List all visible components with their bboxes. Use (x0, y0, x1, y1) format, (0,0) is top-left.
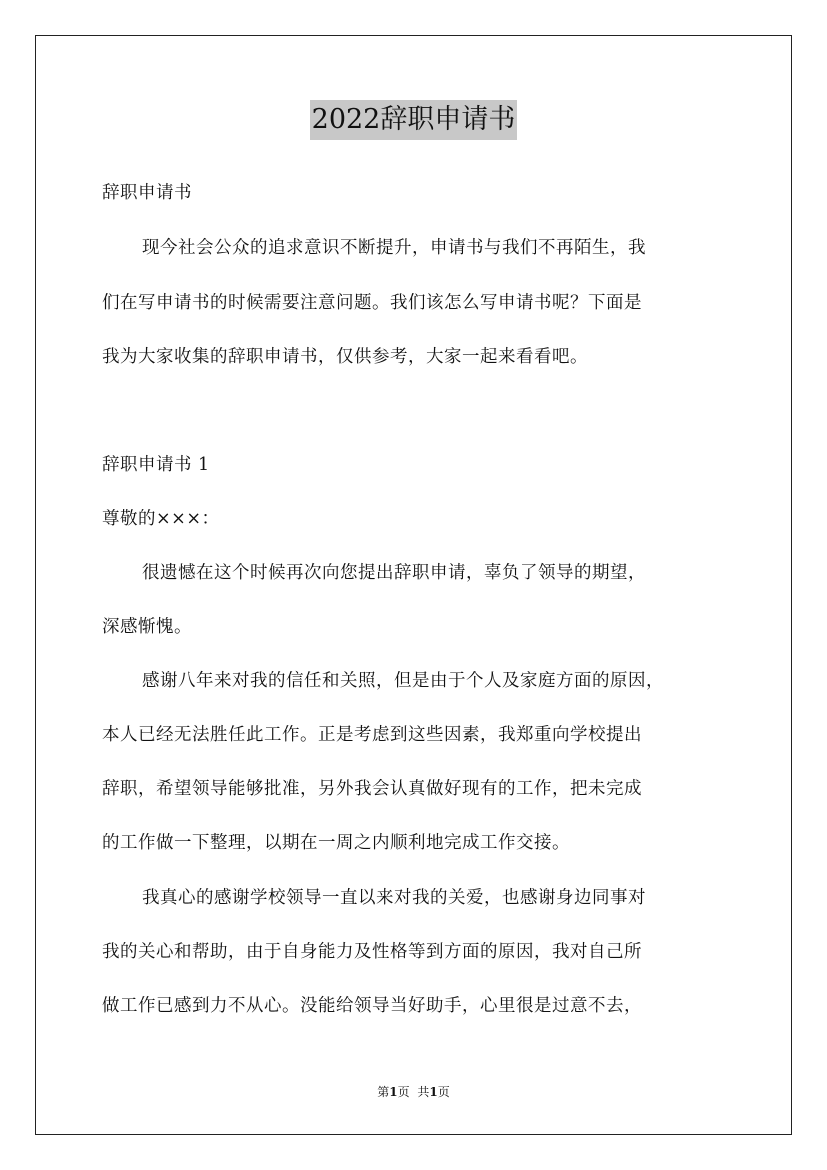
salutation: 尊敬的×××： (102, 509, 220, 529)
footer-page-suffix: 页 (397, 1085, 410, 1099)
paragraph2-line-2: 本人已经无法胜任此工作。正是考虑到这些因素，我郑重向学校提出 (102, 725, 642, 745)
paragraph1-line-1: 很遗憾在这个时候再次向您提出辞职申请，辜负了领导的期望， (142, 563, 646, 583)
paragraph3-line-1: 我真心的感谢学校领导一直以来对我的关爱，也感谢身边同事对 (142, 888, 646, 908)
paragraph3-line-2: 我的关心和帮助，由于自身能力及性格等到方面的原因，我对自己所 (102, 942, 642, 962)
intro-line-1: 现今社会公众的追求意识不断提升，申请书与我们不再陌生，我 (142, 238, 646, 258)
paragraph2-line-3: 辞职，希望领导能够批准，另外我会认真做好现有的工作，把未完成 (102, 779, 642, 799)
paragraph2-line-4: 的工作做一下整理，以期在一周之内顺利地完成工作交接。 (102, 833, 570, 853)
footer-page-number: 1 (389, 1085, 398, 1099)
footer-total-prefix: 共 (417, 1085, 430, 1099)
title-container (0, 100, 827, 140)
page-footer (0, 1084, 827, 1100)
paragraph3-line-3: 做工作已感到力不从心。没能给领导当好助手，心里很是过意不去， (102, 996, 642, 1016)
footer-page-prefix: 第 (377, 1085, 390, 1099)
footer-total-number: 1 (429, 1085, 438, 1099)
paragraph2-line-1: 感谢八年来对我的信任和关照，但是由于个人及家庭方面的原因， (142, 671, 664, 691)
intro-line-2: 们在写申请书的时候需要注意问题。我们该怎么写申请书呢？下面是 (102, 293, 642, 313)
intro-line-3: 我为大家收集的辞职申请书，仅供参考，大家一起来看看吧。 (102, 347, 588, 367)
document-subtitle: 辞职申请书 (102, 183, 192, 203)
paragraph1-line-2: 深感惭愧。 (102, 617, 192, 637)
footer-total-suffix: 页 (437, 1085, 450, 1099)
document-title: 2022辞职申请书 (310, 100, 518, 140)
section-heading: 辞职申请书 1 (102, 455, 210, 475)
